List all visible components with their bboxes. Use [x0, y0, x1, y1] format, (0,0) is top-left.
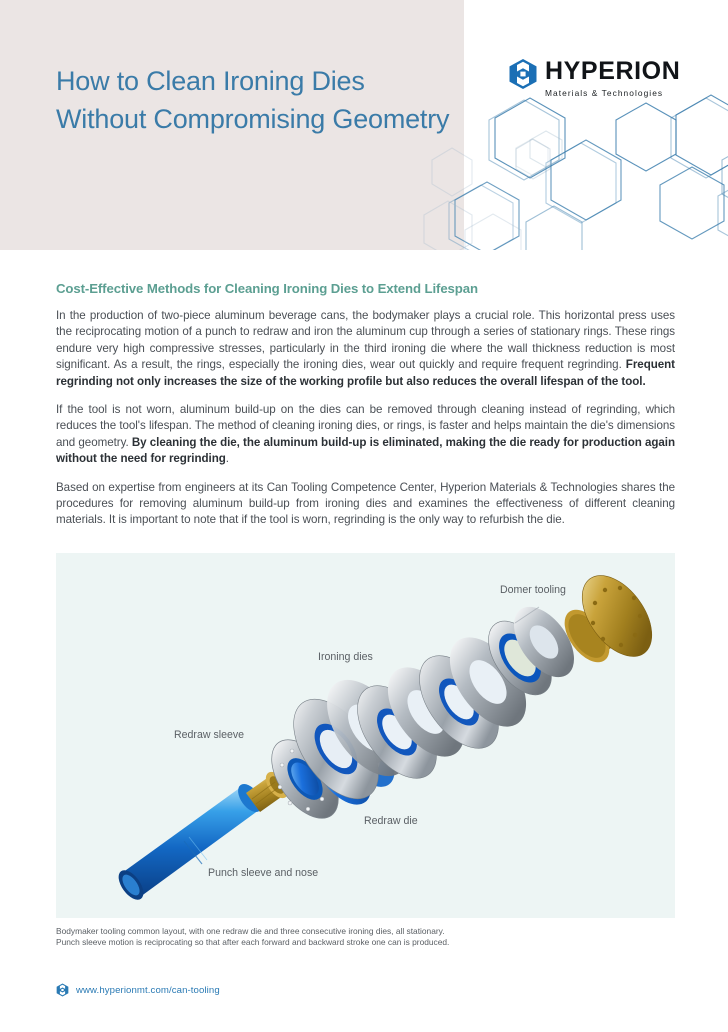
logo-tagline: Materials & Technologies — [545, 88, 664, 98]
figure-caption-line-2: Punch sleeve motion is reciprocating so that after each forward and backward stroke one can is produced. — [56, 937, 450, 948]
paragraph-2: If the tool is not worn, aluminum build-up on the dies can be removed through cleaning instead of regrinding, which reduces the tool's lifespan. The method of cleaning ironing dies, or rings, is faster and helps maintain the die's dimensions and geometry. By cleaning the die, the aluminum build-up is eliminated, making the die ready for production again without the need for regrinding. — [56, 403, 676, 466]
figure-label-domer-tooling: Domer tooling — [500, 584, 566, 596]
page-footer — [56, 983, 220, 997]
paragraph-1: In the production of two-piece aluminum beverage cans, the bodymaker plays a crucial role. This horizontal press uses the reciprocating motion of a punch to redraw and iron the aluminum cup through a series of stationary rings. These rings endure very high compressive stresses, particularly in the third ironing die where the wall thickness reduction is most significant. As a result, the rings, especially the ironing dies, wear out quickly and require frequent regrinding. Frequent regrinding not only increases the size of the working profile but also reduces the overall lifespan of the tool. — [56, 309, 675, 388]
figure-caption-line-1: Bodymaker tooling common layout, with one redraw die and three consecutive ironing dies, all stationary. — [56, 926, 445, 936]
brand-logo — [508, 58, 680, 99]
bodymaker-tooling-diagram — [56, 553, 675, 918]
logo-text-block — [545, 58, 680, 99]
figure-caption — [56, 926, 676, 949]
hyperion-hexagon-h-icon — [508, 58, 538, 90]
logo-brand-name: HYPERION — [545, 57, 681, 85]
page-header — [0, 0, 728, 250]
hyperion-hexagon-h-icon — [56, 983, 69, 997]
tooling-illustration — [56, 553, 675, 918]
paragraph-3: Based on expertise from engineers at its Can Tooling Competence Center, Hyperion Materials & Technologies shares the procedures for removing aluminum build-up from ironing dies and examines the effectiveness of different cleaning materials. It is important to note that if the tool is worn, regrinding is the only way to refurbish the die. — [56, 480, 675, 527]
article-body — [56, 308, 675, 541]
figure-label-ironing-dies: Ironing dies — [318, 651, 373, 663]
figure-label-redraw-sleeve: Redraw sleeve — [174, 729, 245, 741]
article-subheading: Cost-Effective Methods for Cleaning Ironing Dies to Extend Lifespan — [56, 281, 478, 296]
footer-website-link[interactable]: www.hyperionmt.com/can-tooling — [76, 984, 220, 996]
figure-label-redraw-die: Redraw die — [364, 815, 418, 827]
page-title: How to Clean Ironing Dies Without Compromising Geometry — [56, 66, 450, 134]
figure-label-punch-sleeve-and-nose: Punch sleeve and nose — [208, 867, 319, 879]
